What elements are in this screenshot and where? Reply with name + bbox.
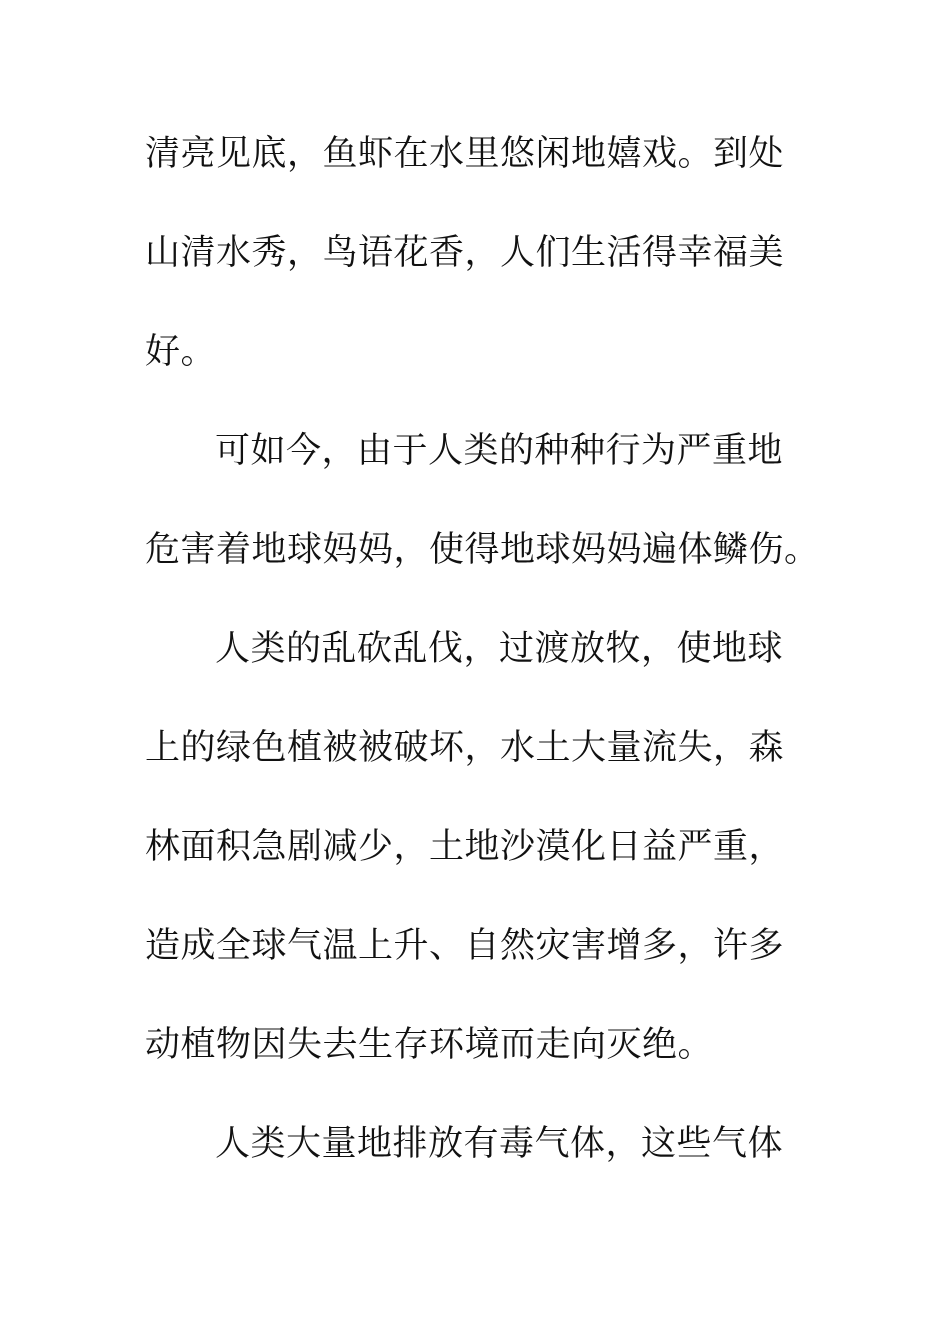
text-line: 好。 <box>145 332 217 372</box>
text-line: 造成全球气温上升、自然灾害增多，许多 <box>145 926 785 966</box>
text-line: 上的绿色植被被破坏，水土大量流失，森 <box>145 728 785 768</box>
text-line: 清亮见底，鱼虾在水里悠闲地嬉戏。到处 <box>145 134 785 174</box>
paragraph-start-line: 可如今，由于人类的种种行为严重地 <box>215 431 784 471</box>
paragraph-start-line: 人类大量地排放有毒气体，这些气体 <box>215 1124 784 1164</box>
text-line: 危害着地球妈妈，使得地球妈妈遍体鳞伤。 <box>145 530 820 570</box>
text-line: 山清水秀，鸟语花香，人们生活得幸福美 <box>145 233 785 273</box>
text-line: 动植物因失去生存环境而走向灭绝。 <box>145 1025 714 1065</box>
paragraph-start-line: 人类的乱砍乱伐，过渡放牧，使地球 <box>215 629 784 669</box>
text-line: 林面积急剧减少，土地沙漠化日益严重， <box>145 827 785 867</box>
